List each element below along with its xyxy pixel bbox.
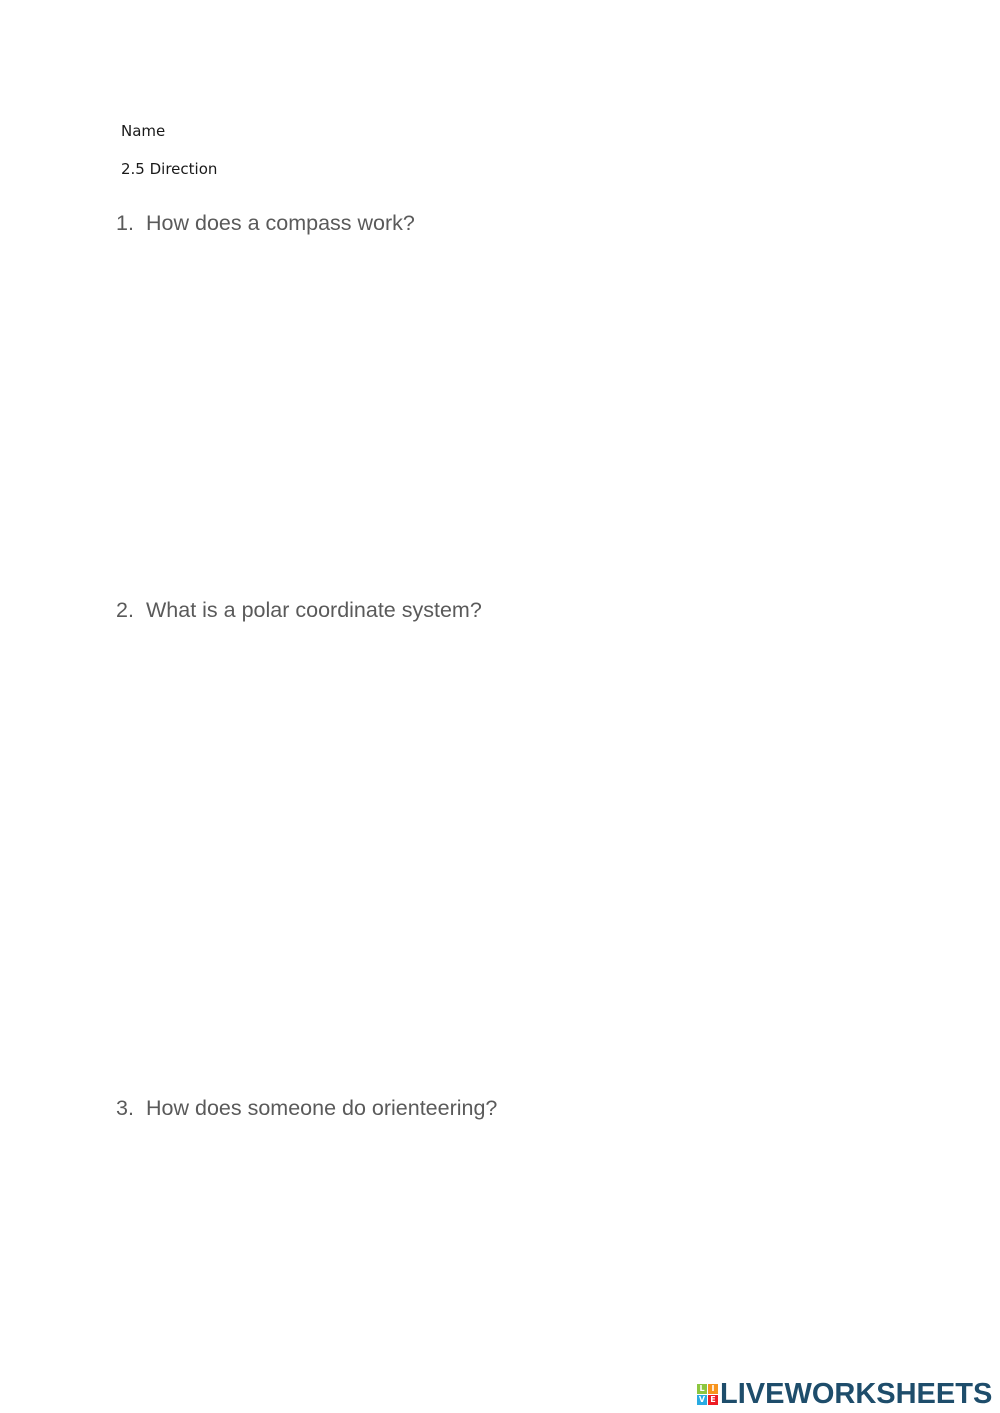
logo-text: LIVEWORKSHEETS	[720, 1378, 993, 1410]
question-number: 2.	[116, 598, 134, 622]
logo-mark-letter: V	[698, 1394, 706, 1404]
question-1	[116, 211, 415, 236]
question-number: 1.	[116, 211, 134, 235]
question-text: How does someone do orienteering?	[146, 1096, 498, 1120]
question-2	[116, 598, 482, 623]
question-text: How does a compass work?	[146, 211, 415, 235]
logo-mark-letter: L	[697, 1384, 707, 1394]
question-number: 3.	[116, 1096, 134, 1120]
name-label: Name	[121, 122, 166, 140]
logo-mark-letter: I	[708, 1384, 718, 1394]
question-3	[116, 1096, 497, 1121]
liveworksheets-logo	[697, 1378, 992, 1410]
logo-mark-icon	[697, 1384, 718, 1405]
logo-mark-letter: E	[708, 1395, 718, 1405]
question-text: What is a polar coordinate system?	[146, 598, 482, 622]
section-title: 2.5 Direction	[121, 160, 218, 178]
